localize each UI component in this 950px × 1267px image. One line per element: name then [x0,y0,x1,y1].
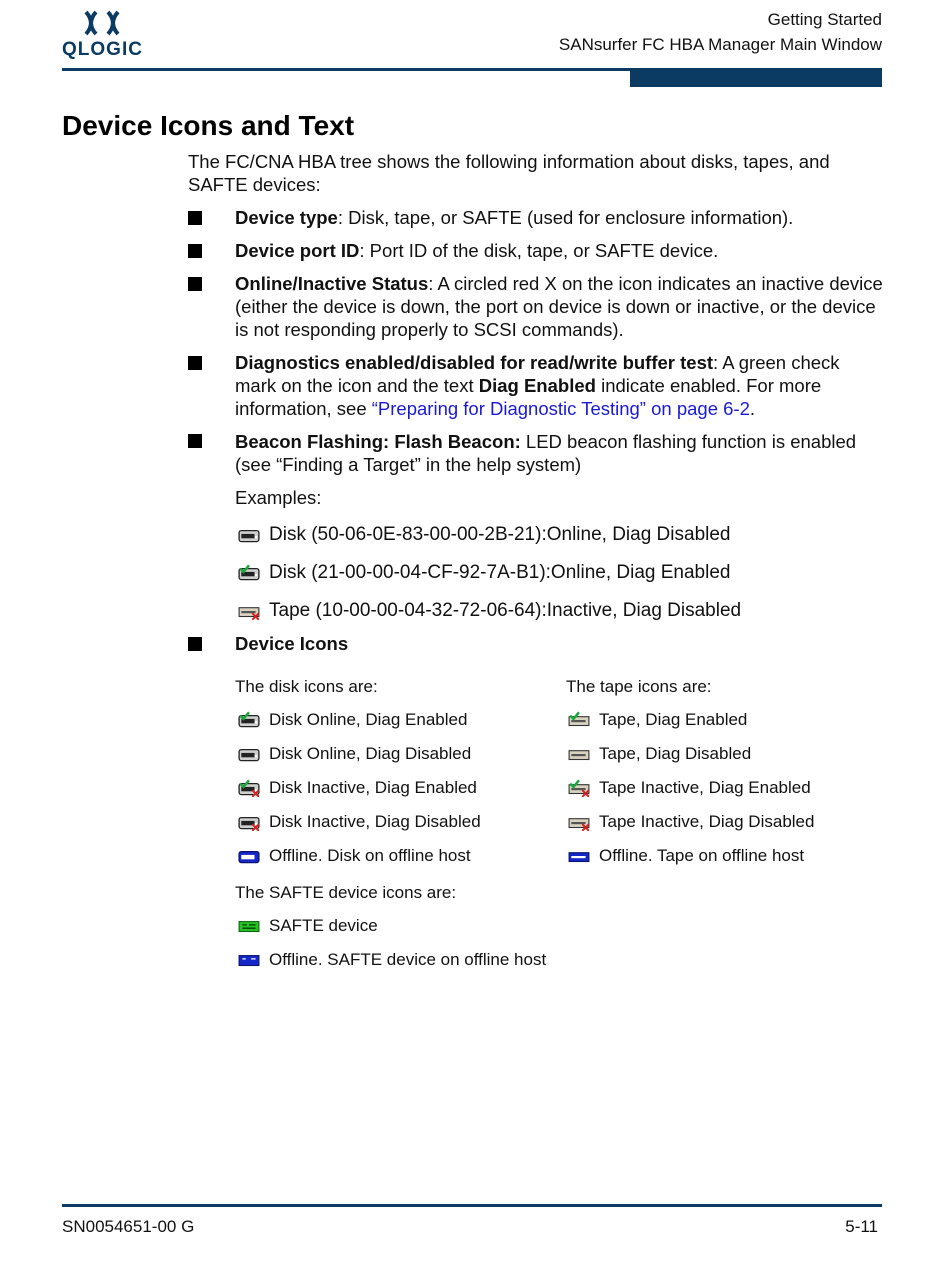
examples-label: Examples: [235,487,322,508]
list-item: Disk Inactive, Diag Disabled [238,811,481,833]
tape-diag-disabled-icon [568,745,590,763]
qlogic-logo [62,6,152,62]
bullet-marker [188,211,202,225]
safte-device-icon [238,917,260,935]
diagnostic-testing-link[interactable]: “Preparing for Diagnostic Testing” on page 6-2 [371,398,750,419]
bullet-device-type: Device type: Disk, tape, or SAFTE (used for enclosure information). [235,207,794,228]
header-accent-bar [630,71,882,87]
list-item: Offline. SAFTE device on offline host [238,949,546,971]
safte-icons-label: The SAFTE device icons are: [235,883,457,902]
list-item: Tape, Diag Enabled [568,709,747,731]
bullet-marker [188,356,202,370]
disk-offline-icon [238,847,260,865]
footer-doc-number: SN0054651-00 G [62,1217,195,1236]
list-item: Tape, Diag Disabled [568,743,751,765]
tape-diag-enabled-icon [568,711,590,729]
example-row: Disk (50-06-0E-83-00-00-2B-21):Online, Diag Disabled [238,523,731,546]
example-row: Tape (10-00-00-04-32-72-06-64):Inactive, Diag Disabled [238,599,741,622]
qlogic-logo-text: QLOGIC [62,39,143,60]
bullet-marker [188,244,202,258]
disk-online-icon [238,526,260,544]
tape-offline-icon [568,847,590,865]
bullet-marker [188,277,202,291]
safte-offline-icon [238,951,260,969]
tape-icons-label: The tape icons are: [566,677,712,696]
intro-paragraph: The FC/CNA HBA tree shows the following information about disks, tapes, and SAFTE devices: [188,151,830,195]
disk-inactive-diag-enabled-icon [238,779,260,797]
disk-online-diag-enabled-icon [238,711,260,729]
qlogic-logo-mark-icon [82,8,126,38]
list-item: SAFTE device [238,915,378,937]
list-item: Offline. Disk on offline host [238,845,471,867]
tape-inactive-diag-disabled-icon [568,813,590,831]
bullet-marker [188,434,202,448]
list-item: Offline. Tape on offline host [568,845,804,867]
list-item: Disk Inactive, Diag Enabled [238,777,477,799]
footer-rule [62,1204,882,1207]
bullet-online-status: Online/Inactive Status: A circled red X on the icon indicates an inactive device (either the device is down, the port on device is down or inactive, or the device is not responding properly to SCSI commands). [235,273,883,340]
device-icons-heading: Device Icons [235,633,349,654]
header-section: Getting Started [767,10,882,29]
bullet-beacon: Beacon Flashing: Flash Beacon: LED beacon flashing function is enabled (see “Finding a Target” in the help system) [235,431,857,475]
list-item: Disk Online, Diag Enabled [238,709,467,731]
bullet-marker [188,637,202,651]
tape-inactive-icon [238,602,260,620]
list-item: Tape Inactive, Diag Disabled [568,811,814,833]
disk-inactive-diag-disabled-icon [238,813,260,831]
header-subsection: SANsurfer FC HBA Manager Main Window [558,35,882,54]
tape-inactive-diag-enabled-icon [568,779,590,797]
list-item: Disk Online, Diag Disabled [238,743,471,765]
bullet-diagnostics: Diagnostics enabled/disabled for read/write buffer test: A green check mark on the icon and the text Diag Enabled indicate enabled. For more information, see “Preparing for Diagnostic Testing” on page 6-2. [235,352,840,419]
disk-diag-enabled-icon [238,564,260,582]
bullet-device-port-id: Device port ID: Port ID of the disk, tape, or SAFTE device. [235,240,719,261]
list-item: Tape Inactive, Diag Enabled [568,777,811,799]
disk-icons-label: The disk icons are: [235,677,378,696]
disk-online-diag-disabled-icon [238,745,260,763]
footer-page-number: 5-11 [845,1217,878,1236]
page-title: Device Icons and Text [62,110,355,141]
example-row: Disk (21-00-00-04-CF-92-7A-B1):Online, Diag Enabled [238,561,730,584]
